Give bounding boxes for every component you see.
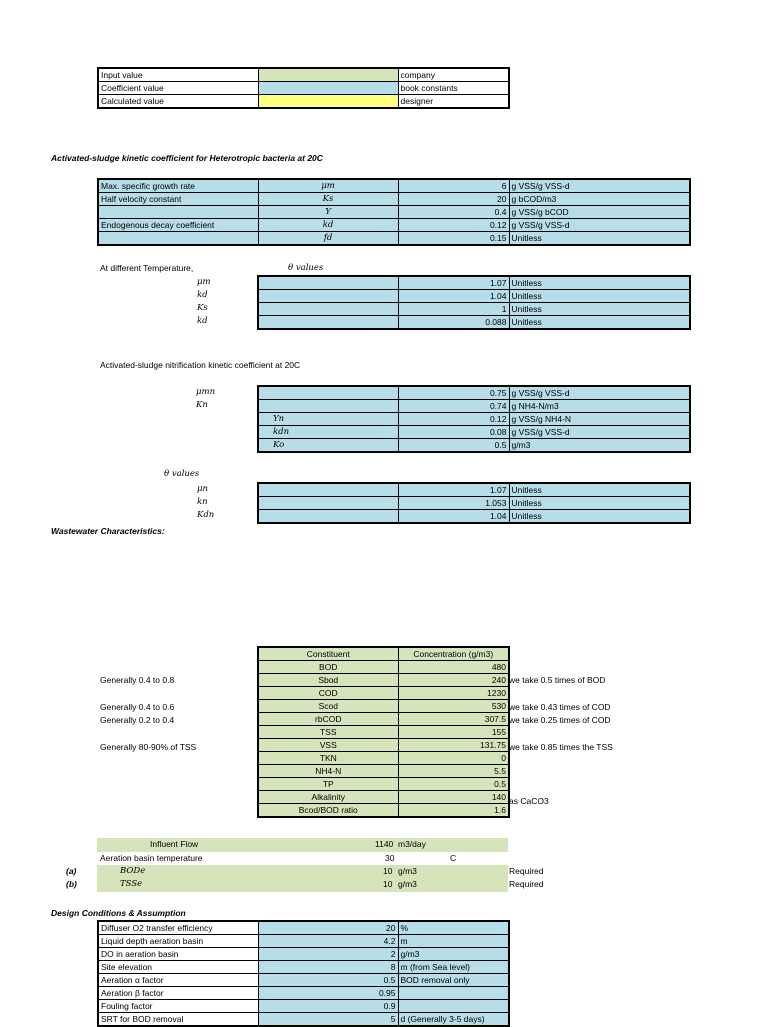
coefficient-unit: g VSS/g bCOD: [509, 206, 690, 219]
theta-unit: Unitless: [509, 510, 690, 524]
constituent-value: 240: [398, 674, 509, 687]
constituent-assumption: we take 0.5 times of BOD: [509, 674, 606, 685]
constituent-value: 0: [398, 752, 509, 765]
nitri-value: 0.74: [398, 400, 509, 413]
nitri-value: 0.75: [398, 386, 509, 400]
legend-row: [98, 68, 509, 82]
constituent-assumption: as CaCO3: [509, 796, 549, 806]
nitri-theta-header: θ values: [164, 469, 200, 479]
nitri-value: 0.12: [398, 413, 509, 426]
influent-flow-value: 1140: [375, 839, 394, 849]
theta-value: 1: [398, 303, 509, 316]
table-row: [258, 510, 690, 524]
table-row: [98, 961, 509, 974]
table-row: [98, 1000, 509, 1013]
design-unit: g/m3: [398, 948, 509, 961]
nitri-unit: g/m3: [509, 439, 690, 453]
nitri-left-symbol: μmn: [196, 387, 216, 397]
theta-value: 1.07: [398, 276, 509, 290]
table-row: [98, 219, 690, 232]
theta-value: 1.04: [398, 510, 509, 524]
coefficient-name: Max. specific growth rate: [98, 179, 258, 193]
design-unit: %: [398, 921, 509, 935]
constituent-value: 5.5: [398, 765, 509, 778]
constituent-name: TP: [258, 778, 398, 791]
coefficient-name: Endogenous decay coefficient: [98, 219, 258, 232]
table-row: [258, 400, 690, 413]
table-row: [98, 935, 509, 948]
aeration-temp-unit: C: [450, 853, 457, 863]
coefficient-symbol: fd: [258, 232, 398, 246]
nitri-left-symbol: Kn: [196, 400, 208, 410]
aeration-temp-label: Aeration basin temperature: [100, 853, 203, 863]
theta-symbol: Ks: [197, 303, 208, 313]
design-title: Design Conditions & Assumption: [51, 908, 186, 918]
constituent-value: 530: [398, 700, 509, 713]
theta-unit: Unitless: [509, 483, 690, 497]
tss-effluent-note: Required: [509, 879, 544, 889]
constituent-value: 131.75: [398, 739, 509, 752]
coefficient-name: [98, 206, 258, 219]
theta-spacer: [258, 303, 398, 316]
coefficient-symbol: kd: [258, 219, 398, 232]
coefficient-unit: Unitless: [509, 232, 690, 246]
table-row: [258, 661, 509, 674]
constituent-range-note: Generally 0.4 to 0.8: [100, 674, 175, 685]
hetero-table: [97, 178, 691, 246]
temp-label: At different Temperature,: [100, 263, 194, 273]
constituent-value: 155: [398, 726, 509, 739]
table-row: [98, 206, 690, 219]
legend-note: company: [398, 68, 509, 82]
theta-value: 1.053: [398, 497, 509, 510]
legend-table: [97, 67, 510, 109]
aeration-temp-value: 30: [385, 853, 395, 863]
constituent-assumption: we take 0.25 times of COD: [509, 715, 611, 725]
constituent-name: Bcod/BOD ratio: [258, 804, 398, 818]
nitri-symbol: kdn: [258, 426, 398, 439]
theta-symbol: kd: [197, 316, 208, 326]
theta-spacer: [258, 290, 398, 303]
constituent-value: 140: [398, 791, 509, 804]
design-name: Diffuser O2 transfer efficiency: [98, 921, 258, 935]
design-value: 2: [258, 948, 398, 961]
design-name: Site elevation: [98, 961, 258, 974]
constituent-value: 1.6: [398, 804, 509, 818]
constituent-name: Sbod: [258, 674, 398, 687]
nitri-value: 0.5: [398, 439, 509, 453]
temp-theta-header: θ values: [288, 263, 324, 273]
legend-swatch: [258, 95, 398, 109]
influent-flow-unit: m3/day: [398, 839, 426, 849]
tss-effluent-tag: (b): [66, 879, 77, 889]
constituent-name: COD: [258, 687, 398, 700]
tss-effluent-value: 10: [383, 879, 393, 889]
coefficient-value: 20: [398, 193, 509, 206]
design-unit: d (Generally 3-5 days): [398, 1013, 509, 1027]
coefficient-name: [98, 232, 258, 246]
coefficient-value: 0.4: [398, 206, 509, 219]
theta-spacer: [258, 510, 398, 524]
theta-symbol: Kdn: [197, 510, 215, 520]
design-unit: BOD removal only: [398, 974, 509, 987]
table-row: [258, 426, 690, 439]
design-name: Aeration α factor: [98, 974, 258, 987]
table-row: [98, 232, 690, 246]
table-row: [258, 276, 690, 290]
table-row: [258, 497, 690, 510]
table-row: [258, 303, 690, 316]
hetero-title: Activated-sludge kinetic coefficient for Heterotropic bacteria at 20C: [51, 153, 323, 163]
design-value: 4.2: [258, 935, 398, 948]
tss-effluent-label: TSSe: [120, 879, 143, 889]
table-row: [258, 413, 690, 426]
table-row: [98, 921, 509, 935]
design-unit: [398, 1000, 509, 1013]
constituent-range-note: Generally 0.2 to 0.4: [100, 715, 175, 725]
design-name: Aeration β factor: [98, 987, 258, 1000]
coefficient-value: 6: [398, 179, 509, 193]
theta-value: 1.07: [398, 483, 509, 497]
table-row: [258, 739, 509, 752]
table-row: [258, 316, 690, 330]
table-row: [258, 765, 509, 778]
nitri-title: Activated-sludge nitrification kinetic coefficient at 20C: [100, 360, 301, 370]
design-unit: m: [398, 935, 509, 948]
theta-unit: Unitless: [509, 290, 690, 303]
coefficient-value: 0.15: [398, 232, 509, 246]
constituent-value: 0.5: [398, 778, 509, 791]
coefficient-symbol: μm: [258, 179, 398, 193]
coefficient-symbol: Y: [258, 206, 398, 219]
constituent-header: Constituent: [258, 647, 398, 661]
constituent-range-note: Generally 80-90% of TSS: [100, 742, 197, 752]
constituent-value: 1230: [398, 687, 509, 700]
table-row: [258, 778, 509, 791]
coefficient-value: 0.12: [398, 219, 509, 232]
theta-value: 1.04: [398, 290, 509, 303]
design-name: DO in aeration basin: [98, 948, 258, 961]
theta-unit: Unitless: [509, 276, 690, 290]
nitri-symbol: [258, 386, 398, 400]
legend-note: designer: [398, 95, 509, 109]
table-row: [98, 948, 509, 961]
table-row: [98, 193, 690, 206]
nitri-value: 0.08: [398, 426, 509, 439]
wastewater-title: Wastewater Characteristics:: [51, 526, 165, 536]
nitri-theta-table: [257, 482, 691, 524]
constituent-value: 480: [398, 661, 509, 674]
design-unit: m (from Sea level): [398, 961, 509, 974]
constituent-name: Scod: [258, 700, 398, 713]
concentration-header: Concentration (g/m3): [398, 647, 509, 661]
design-name: Fouling factor: [98, 1000, 258, 1013]
design-value: 0.9: [258, 1000, 398, 1013]
constituent-range-note: Generally 0.4 to 0.6: [100, 701, 175, 712]
constituent-name: TSS: [258, 726, 398, 739]
design-value: 5: [258, 1013, 398, 1027]
table-row: [98, 179, 690, 193]
table-row: [98, 987, 509, 1000]
theta-symbol: kn: [197, 497, 208, 507]
constituent-name: BOD: [258, 661, 398, 674]
wastewater-table: [257, 646, 510, 818]
constituent-name: NH4-N: [258, 765, 398, 778]
bod-effluent-unit: g/m3: [398, 866, 417, 876]
bod-effluent-label: BODe: [120, 866, 146, 876]
constituent-name: Alkalinity: [258, 791, 398, 804]
coefficient-unit: g VSS/g VSS-d: [509, 219, 690, 232]
table-row: [258, 483, 690, 497]
constituent-assumption: we take 0.85 times the TSS: [509, 742, 613, 752]
table-row: [258, 290, 690, 303]
design-value: 20: [258, 921, 398, 935]
bod-effluent-tag: (a): [66, 866, 77, 876]
nitri-symbol: [258, 400, 398, 413]
table-row: [258, 700, 509, 713]
tss-effluent-unit: g/m3: [398, 879, 417, 889]
table-row: [258, 687, 509, 700]
nitri-unit: g NH4-N/m3: [509, 400, 690, 413]
theta-spacer: [258, 497, 398, 510]
nitri-symbol: Ko: [258, 439, 398, 453]
temp-table: [257, 275, 691, 330]
design-value: 0.95: [258, 987, 398, 1000]
design-name: Liquid depth aeration basin: [98, 935, 258, 948]
table-row: [258, 439, 690, 453]
legend-label: Coefficient value: [98, 82, 258, 95]
theta-spacer: [258, 483, 398, 497]
table-row: [258, 752, 509, 765]
legend-label: Input value: [98, 68, 258, 82]
legend-row: [98, 95, 509, 109]
theta-symbol: kd: [197, 290, 208, 300]
design-table: [97, 920, 510, 1027]
bod-effluent-note: Required: [509, 866, 544, 876]
design-value: 0.5: [258, 974, 398, 987]
nitri-unit: g VSS/g VSS-d: [509, 386, 690, 400]
nitri-unit: g VSS/g VSS-d: [509, 426, 690, 439]
coefficient-symbol: Ks: [258, 193, 398, 206]
influent-flow-label: Influent Flow: [150, 839, 199, 849]
theta-symbol: μm: [197, 277, 211, 287]
nitri-unit: g VSS/g NH4-N: [509, 413, 690, 426]
table-header-row: [258, 647, 509, 661]
theta-unit: Unitless: [509, 316, 690, 330]
table-row: [98, 974, 509, 987]
theta-unit: Unitless: [509, 303, 690, 316]
theta-spacer: [258, 316, 398, 330]
constituent-name: TKN: [258, 752, 398, 765]
table-row: [258, 804, 509, 818]
constituent-name: rbCOD: [258, 713, 398, 726]
bod-effluent-row: [97, 865, 508, 892]
table-row: [258, 386, 690, 400]
coefficient-unit: g VSS/g VSS-d: [509, 179, 690, 193]
constituent-assumption: we take 0.43 times of COD: [509, 701, 611, 712]
legend-row: [98, 82, 509, 95]
nitri-symbol: Yn: [258, 413, 398, 426]
bod-effluent-value: 10: [383, 866, 393, 876]
design-unit: [398, 987, 509, 1000]
design-value: 8: [258, 961, 398, 974]
theta-symbol: μn: [197, 484, 208, 494]
constituent-name: VSS: [258, 739, 398, 752]
legend-label: Calculated value: [98, 95, 258, 109]
table-row: [258, 674, 509, 687]
coefficient-name: Half velocity constant: [98, 193, 258, 206]
coefficient-unit: g bCOD/m3: [509, 193, 690, 206]
legend-note: book constants: [398, 82, 509, 95]
design-name: SRT for BOD removal: [98, 1013, 258, 1027]
table-row: [258, 713, 509, 726]
theta-unit: Unitless: [509, 497, 690, 510]
table-row: [258, 726, 509, 739]
constituent-value: 307.5: [398, 713, 509, 726]
theta-spacer: [258, 276, 398, 290]
table-row: [258, 791, 509, 804]
legend-swatch: [258, 68, 398, 82]
legend-swatch: [258, 82, 398, 95]
nitri-table: [257, 385, 691, 453]
theta-value: 0.088: [398, 316, 509, 330]
